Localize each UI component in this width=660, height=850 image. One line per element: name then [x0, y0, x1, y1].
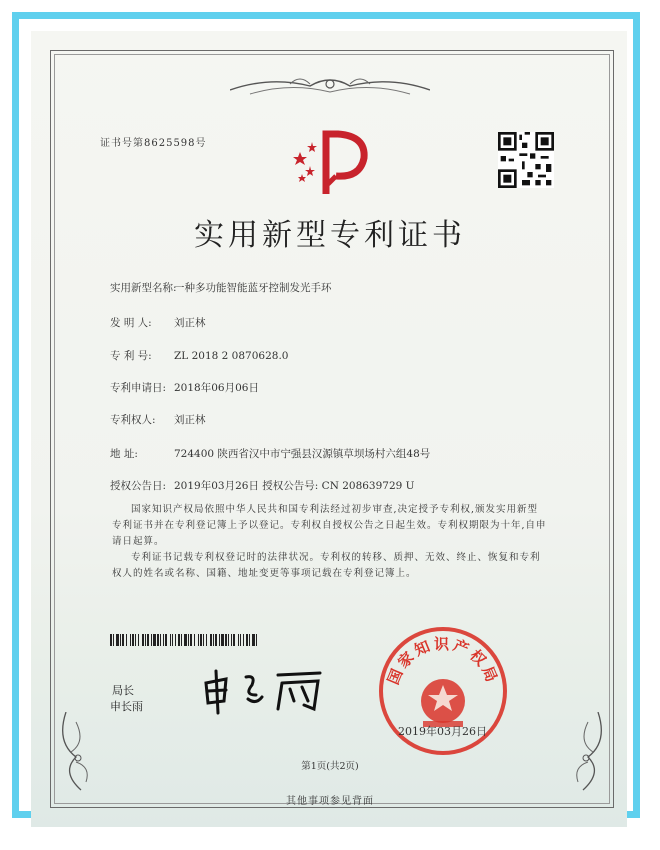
field-label: 专利申请日:	[110, 382, 167, 394]
field-grant-date	[110, 478, 415, 493]
field-value: 一种多功能智能蓝牙控制发光手环	[174, 282, 332, 294]
field-patent-number	[110, 348, 288, 363]
legal-paragraph-1: 国家知识产权局依照中华人民共和国专利法经过初步审查,决定授予专利权,颁发实用新型专利证书并在专利登记簿上予以登记。专利权自授权公告之日起生效。专利权期限为十年,自申请日起算。	[112, 504, 547, 547]
field-label: 发 明 人:	[110, 317, 152, 329]
signer-title: 局长	[112, 684, 134, 697]
field-value: 2019年03月26日 授权公告号: CN 208639729 U	[174, 480, 415, 492]
field-value: 刘正林	[174, 317, 206, 329]
patent-office-logo-icon	[288, 128, 378, 196]
qr-code-icon	[498, 132, 554, 188]
top-ornament	[230, 72, 430, 102]
field-value: 刘正林	[174, 414, 206, 426]
field-value: ZL 2018 2 0870628.0	[174, 350, 289, 362]
field-address	[110, 446, 430, 461]
corner-ornament-bottom-left	[56, 712, 116, 792]
signer-name: 申长雨	[110, 700, 143, 713]
seal-text: 国家知识产权局	[384, 635, 502, 688]
handwritten-signature-icon	[198, 665, 328, 715]
field-label: 专利权人:	[110, 414, 156, 426]
certificate-number: 证书号第8625598号	[100, 138, 207, 149]
legal-paragraph-2: 专利证书记载专利权登记时的法律状况。专利权的转移、质押、无效、终止、恢复和专利权人的姓名或名称、国籍、地址变更等事项记载在专利登记簿上。	[112, 552, 541, 579]
seal-date: 2019年03月26日	[398, 725, 487, 738]
field-utility-model-name	[110, 280, 332, 295]
barcode-icon	[110, 634, 258, 646]
certificate-title: 实用新型专利证书	[194, 218, 466, 253]
field-patentee	[110, 412, 206, 427]
field-value: 2018年06月06日	[174, 382, 259, 394]
field-application-date	[110, 380, 259, 395]
field-label: 专 利 号:	[110, 350, 152, 362]
page-number: 第1页(共2页)	[301, 761, 359, 772]
footer-note: 其他事项参见背面	[286, 796, 374, 807]
corner-ornament-bottom-right	[548, 712, 608, 792]
field-value: 724400 陕西省汉中市宁强县汉源镇草坝场村六组48号	[174, 448, 431, 460]
field-label: 授权公告日:	[110, 480, 167, 492]
field-inventor	[110, 315, 206, 330]
field-label: 实用新型名称:	[110, 282, 177, 294]
field-label: 地 址:	[110, 448, 138, 460]
